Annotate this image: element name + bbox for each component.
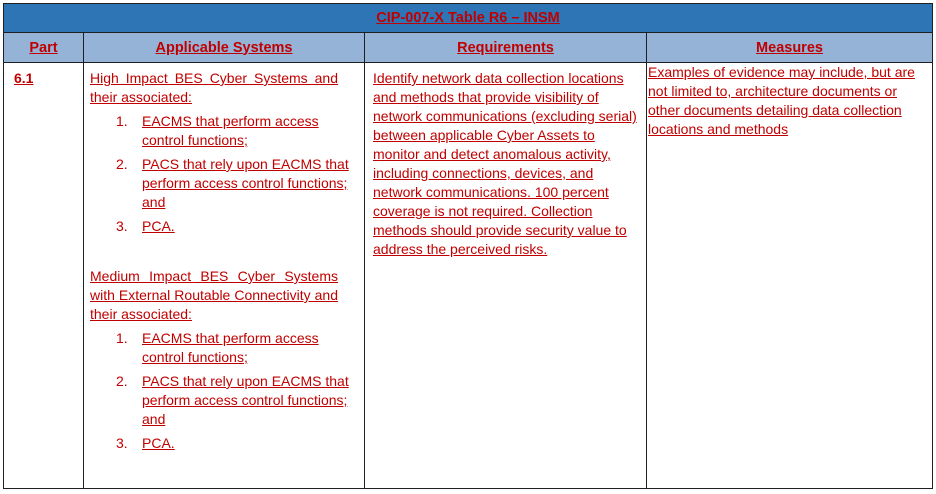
list-number: 2.: [116, 373, 128, 389]
list-text: PCA.: [142, 218, 175, 234]
header-row: [4, 33, 933, 63]
table-title: CIP-007-X Table R6 – INSM: [4, 4, 933, 33]
list-item: [90, 372, 362, 429]
list-text: EACMS that perform access control functions;: [142, 113, 319, 148]
list-item: [90, 329, 362, 367]
insm-table: [3, 3, 933, 489]
list-number: 2.: [116, 156, 128, 172]
list-text: EACMS that perform access control functions;: [142, 330, 319, 365]
list-item: [90, 155, 362, 212]
list-text: PCA.: [142, 435, 175, 451]
list-text: PACS that rely upon EACMS that perform access control functions; and: [142, 373, 349, 427]
list-number: 3.: [116, 218, 128, 234]
high-impact-intro: High Impact BES Cyber Systems and their associated:: [90, 70, 338, 105]
header-part: Part: [4, 33, 84, 63]
measures-text: Examples of evidence may include, but are not limited to, architecture documents or other documents detailing data collection locations and methods: [647, 63, 933, 489]
list-text: PACS that rely upon EACMS that perform access control functions; and: [142, 156, 349, 210]
header-applicable-systems: Applicable Systems: [84, 33, 365, 63]
title-row: [4, 4, 933, 33]
list-number: 1.: [116, 113, 128, 129]
requirements-text: Identify network data collection locations and methods that provide visibility of network communications (excluding serial) between applicable Cyber Assets to monitor and detect anomalous activity, including connections, devices, and network communications. 100 percent coverage is not required. Collection methods should provide security value to address the perceived risks.: [365, 63, 647, 489]
header-measures: Measures: [647, 33, 933, 63]
part-number: 6.1: [4, 63, 84, 489]
list-number: 1.: [116, 330, 128, 346]
table-container: [3, 3, 932, 489]
header-requirements: Requirements: [365, 33, 647, 63]
list-number: 3.: [116, 435, 128, 451]
medium-impact-intro: Medium Impact BES Cyber Systems with External Routable Connectivity and their associated:: [90, 268, 338, 322]
applicable-systems-cell: [84, 63, 365, 489]
table-row: [4, 63, 933, 489]
list-item: [90, 217, 362, 236]
spacer: [90, 241, 362, 267]
list-item: [90, 112, 362, 150]
list-item: [90, 434, 362, 453]
